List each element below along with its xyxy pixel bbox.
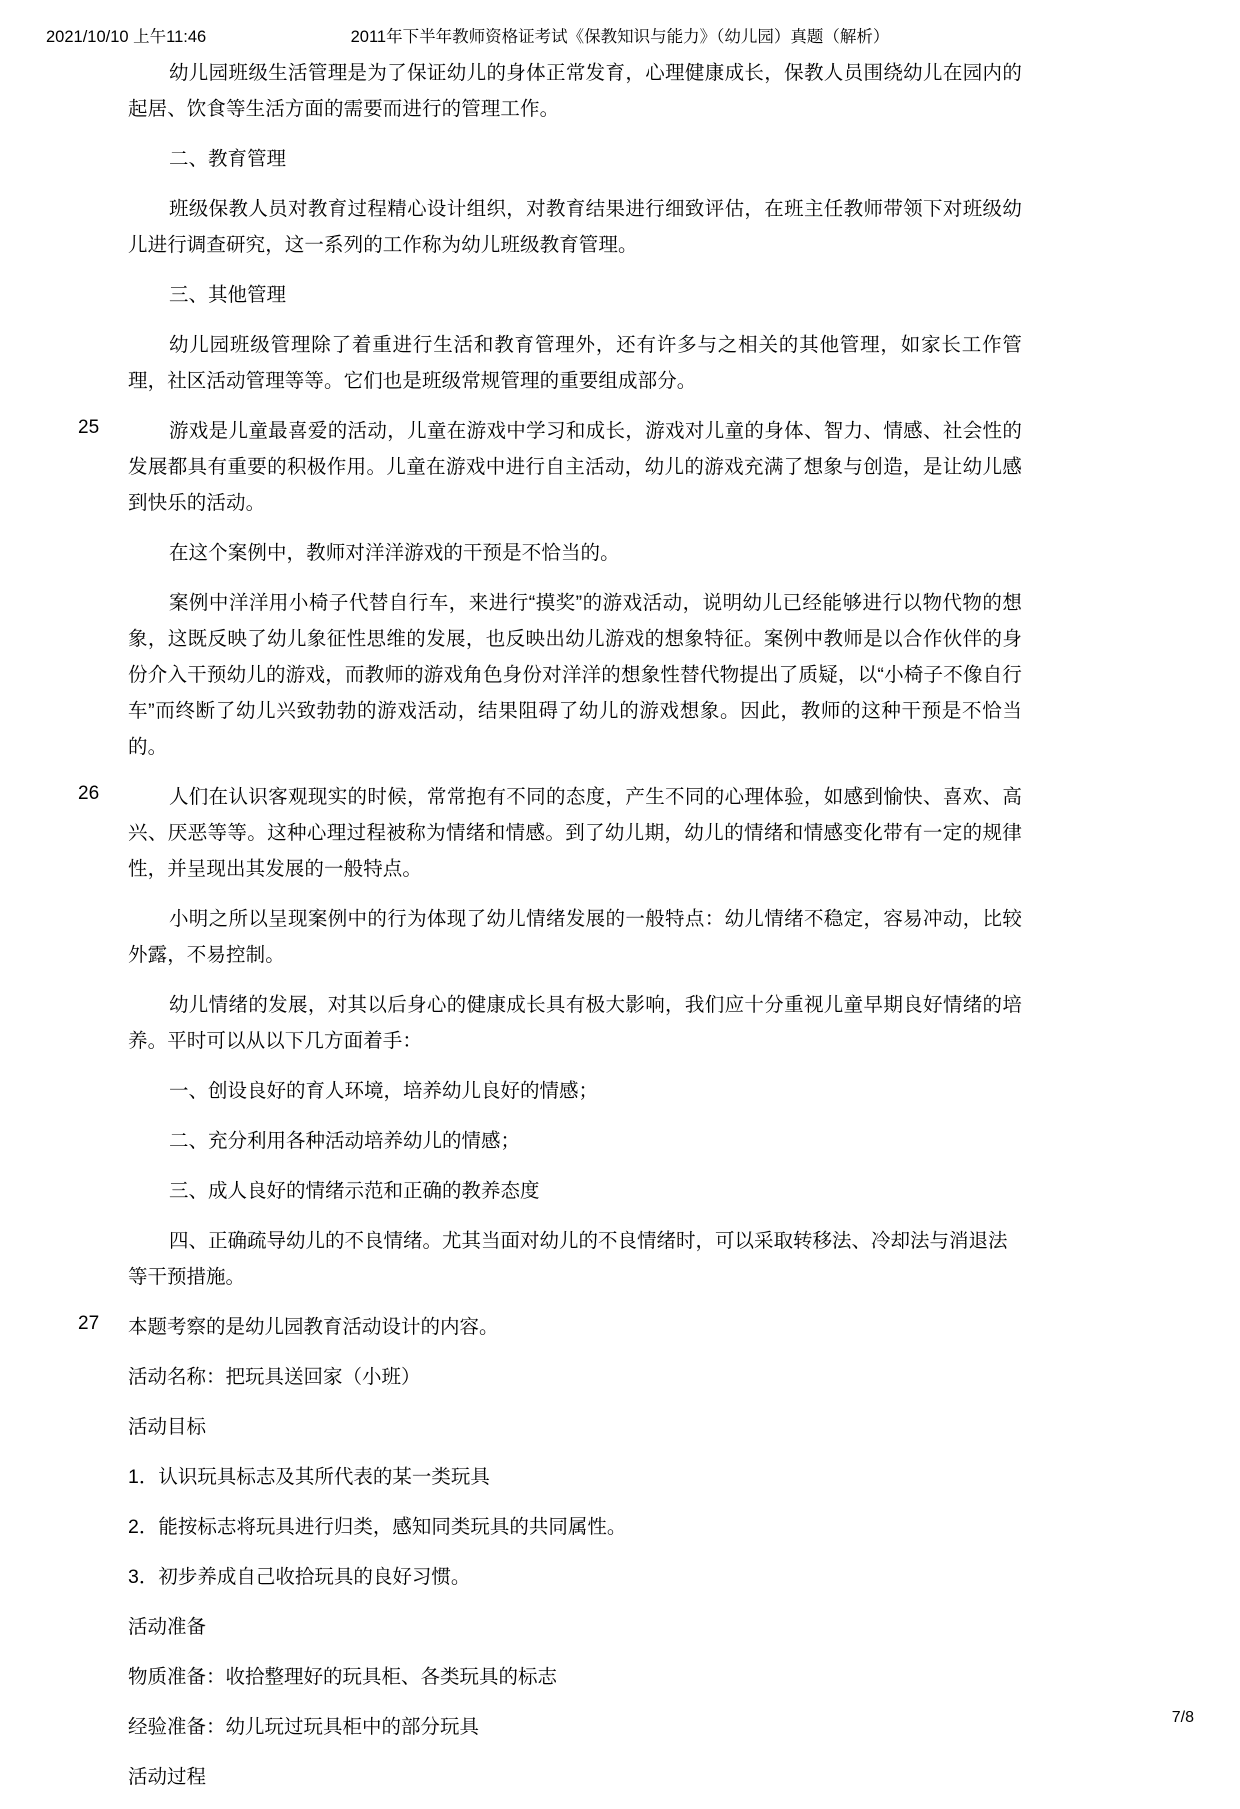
answer-26-list-item-3: 三、成人良好的情绪示范和正确的教养态度	[168, 1180, 540, 1202]
activity-objective-2-row	[0, 1509, 1240, 1545]
question-number-27: 27	[78, 1313, 100, 1334]
activity-prep-heading-row	[0, 1609, 1240, 1645]
activity-objective-3-row	[0, 1559, 1240, 1595]
answer-25-paragraph-1: 游戏是儿童最喜爱的活动，儿童在游戏中学习和成长，游戏对儿童的身体、智力、情感、社会性的发展都具有重要的积极作用。儿童在游戏中进行自主活动，幼儿的游戏充满了想象与创造，是让幼儿感到快乐的活动。	[128, 420, 1022, 514]
answer-26-list-item-4-row	[0, 1223, 1240, 1295]
answer-26-paragraph-1: 人们在认识客观现实的时候，常常抱有不同的态度，产生不同的心理体验，如感到愉快、喜欢、高兴、厌恶等等。这种心理过程被称为情绪和情感。到了幼儿期，幼儿的情绪和情感变化带有一定的规律性，并呈现出其发展的一般特点。	[128, 786, 1022, 880]
heading-education-management	[0, 141, 1240, 177]
answer-26-list-item-3-row	[0, 1173, 1240, 1209]
header-timestamp: 2021/10/10 上午11:46	[46, 28, 207, 46]
question-number-26: 26	[78, 783, 100, 804]
activity-process-heading: 活动过程	[128, 1766, 207, 1788]
heading-other-management	[0, 277, 1240, 313]
document-body	[0, 55, 1240, 1809]
activity-objective-2: 2．能按标志将玩具进行归类，感知同类玩具的共同属性。	[128, 1516, 627, 1538]
paragraph-other-management	[0, 327, 1240, 399]
activity-objective-1-row	[0, 1459, 1240, 1495]
answer-26-list-item-2: 二、充分利用各种活动培养幼儿的情感；	[168, 1130, 520, 1152]
activity-objectives-heading-row	[0, 1409, 1240, 1445]
answer-26-paragraph-2-row	[0, 901, 1240, 973]
activity-name: 活动名称：把玩具送回家（小班）	[128, 1366, 421, 1388]
document-header	[0, 27, 1240, 49]
answer-block-26	[0, 779, 1240, 887]
answer-26-paragraph-3: 幼儿情绪的发展，对其以后身心的健康成长具有极大影响，我们应十分重视儿童早期良好情绪的培养。平时可以从以下几方面着手：	[128, 994, 1022, 1052]
answer-25-paragraph-3-row	[0, 585, 1240, 765]
heading-text: 二、教育管理	[168, 148, 286, 170]
activity-objective-1: 1．认识玩具标志及其所代表的某一类玩具	[128, 1466, 490, 1488]
activity-process-heading-row	[0, 1759, 1240, 1795]
paragraph-text: 班级保教人员对教育过程精心设计组织，对教育结果进行细致评估，在班主任教师带领下对班级幼儿进行调查研究，这一系列的工作称为幼儿班级教育管理。	[128, 198, 1022, 256]
answer-block-25	[0, 413, 1240, 521]
activity-prep-heading: 活动准备	[128, 1616, 207, 1638]
paragraph-life-management	[0, 55, 1240, 127]
activity-prep-material: 物质准备：收拾整理好的玩具柜、各类玩具的标志	[128, 1666, 558, 1688]
question-number-25: 25	[78, 417, 100, 438]
answer-26-paragraph-3-row	[0, 987, 1240, 1059]
heading-text: 三、其他管理	[168, 284, 286, 306]
answer-27-paragraph-1: 本题考察的是幼儿园教育活动设计的内容。	[128, 1316, 499, 1338]
paragraph-text: 幼儿园班级管理除了着重进行生活和教育管理外，还有许多与之相关的其他管理，如家长工作管理，社区活动管理等等。它们也是班级常规管理的重要组成部分。	[128, 334, 1022, 392]
answer-26-list-item-2-row	[0, 1123, 1240, 1159]
answer-26-list-item-1-row	[0, 1073, 1240, 1109]
answer-26-list-item-1: 一、创设良好的育人环境，培养幼儿良好的情感；	[168, 1080, 598, 1102]
answer-block-27	[0, 1309, 1240, 1345]
activity-objectives-heading: 活动目标	[128, 1416, 207, 1438]
activity-name-row	[0, 1359, 1240, 1395]
header-title: 2011年下半年教师资格证考试《保教知识与能力》（幼儿园）真题（解析）	[350, 28, 890, 46]
answer-25-paragraph-3: 案例中洋洋用小椅子代替自行车，来进行“摸奖”的游戏活动，说明幼儿已经能够进行以物代物的想象，这既反映了幼儿象征性思维的发展，也反映出幼儿游戏的想象特征。案例中教师是以合作伙伴的身份介入干预幼儿的游戏，而教师的游戏角色身份对洋洋的想象性替代物提出了质疑，以“小椅子不像自行车”而终断了幼儿兴致勃勃的游戏活动，结果阻碍了幼儿的游戏想象。因此，教师的这种干预是不恰当的。	[128, 592, 1022, 758]
activity-prep-experience-row	[0, 1709, 1240, 1745]
answer-25-paragraph-2-row	[0, 535, 1240, 571]
answer-26-list-item-4: 四、正确疏导幼儿的不良情绪。尤其当面对幼儿的不良情绪时，可以采取转移法、冷却法与消退法等干预措施。	[128, 1230, 1008, 1288]
paragraph-text: 幼儿园班级生活管理是为了保证幼儿的身体正常发育，心理健康成长，保教人员围绕幼儿在园内的起居、饮食等生活方面的需要而进行的管理工作。	[128, 62, 1022, 120]
activity-prep-experience: 经验准备：幼儿玩过玩具柜中的部分玩具	[128, 1716, 480, 1738]
paragraph-education-management	[0, 191, 1240, 263]
activity-objective-3: 3．初步养成自己收拾玩具的良好习惯。	[128, 1566, 471, 1588]
activity-prep-material-row	[0, 1659, 1240, 1695]
answer-26-paragraph-2: 小明之所以呈现案例中的行为体现了幼儿情绪发展的一般特点：幼儿情绪不稳定，容易冲动，比较外露，不易控制。	[128, 908, 1022, 966]
page-number: 7/8	[1171, 1709, 1194, 1726]
answer-25-paragraph-2: 在这个案例中，教师对洋洋游戏的干预是不恰当的。	[168, 542, 620, 564]
